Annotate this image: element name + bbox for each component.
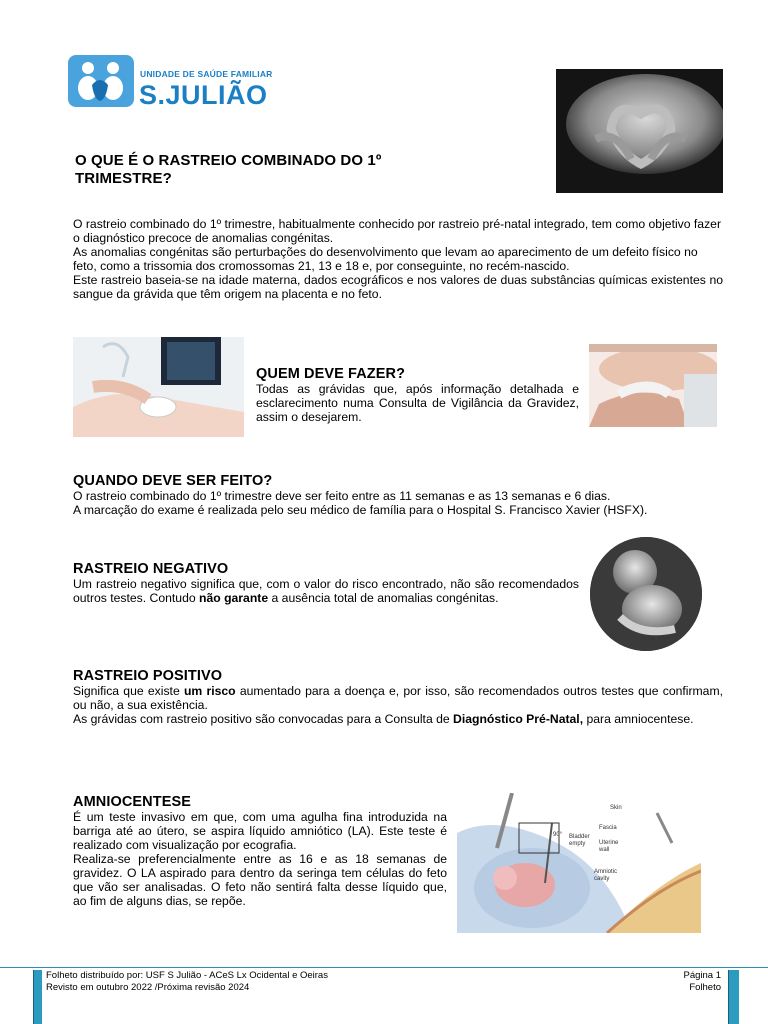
family-logo-icon (68, 55, 134, 107)
when-paragraph: O rastreio combinado do 1º trimestre deve ser feito entre as 11 semanas e as 13 semanas e 6 dias. (73, 489, 611, 503)
negative-heading: RASTREIO NEGATIVO (73, 561, 229, 577)
when-text (73, 489, 723, 517)
ultrasound-photo (73, 337, 244, 437)
amnio-heading: AMNIOCENTESE (73, 794, 192, 810)
label-uterine-2: wall (599, 847, 610, 853)
belly-exam-photo (589, 344, 717, 427)
footer-divider (0, 967, 768, 968)
page-title: O QUE É O RASTREIO COMBINADO DO 1º TRIMESTRE? (75, 152, 382, 187)
when-heading: QUANDO DEVE SER FEITO? (73, 473, 273, 489)
amniocentesis-diagram (457, 793, 701, 933)
label-angle: 90° (553, 832, 563, 838)
emphasis: não garante (199, 591, 269, 605)
positive-heading: RASTREIO POSITIVO (73, 668, 223, 684)
footer-right-bar (728, 970, 739, 1024)
amnio-text (73, 810, 447, 908)
intro-text (73, 217, 723, 301)
document-type: Folheto (689, 982, 721, 993)
who-heading: QUEM DEVE FAZER? (256, 366, 406, 382)
emphasis: um risco (183, 684, 236, 698)
positive-text (73, 684, 723, 726)
logo-name: S.JULIÃO (139, 80, 268, 110)
intro-paragraph: As anomalias congénitas são perturbações do desenvolvimento que levam ao aparecimento de um defeito físico no feto, como a trissomia dos cromossomas 21, 13 e 18 e, por conseguinte, no recém-nascido. (73, 245, 698, 273)
label-uterine-1: Uterine (599, 840, 619, 846)
fetus-photo (590, 537, 702, 651)
emphasis: Diagnóstico Pré-Natal, (453, 712, 584, 726)
label-skin: Skin (610, 805, 622, 811)
intro-paragraph: Este rastreio baseia-se na idade materna, dados ecográficos e nos valores de duas substâncias químicas existentes no sangue da grávida que têm origem na placenta e no feto. (73, 273, 723, 301)
intro-paragraph: O rastreio combinado do 1º trimestre, habitualmente conhecido por rastreio pré-natal integrado, tem como objetivo fazer o diagnóstico precoce de anomalias congénitas. (73, 217, 722, 245)
footer-left-text: Folheto distribuído por: USF S Julião - ACeS Lx Ocidental e Oeiras Revisto em outubro 2022 /Próxima revisão 2024 (46, 970, 328, 993)
positive-paragraph: Significa que existe um risco aumentado para a doença e, por isso, são recomendados outros testes que confirmam, ou não, a sua existência. (73, 684, 723, 712)
label-amniotic-2: cavity (594, 876, 610, 882)
positive-paragraph: As grávidas com rastreio positivo são convocadas para a Consulta de Diagnóstico Pré-Natal, para amniocentese. (73, 712, 694, 726)
label-bladder-1: Bladder (569, 834, 590, 840)
label-bladder-2: empty (569, 841, 586, 847)
label-fascia: Fascia (599, 825, 617, 831)
label-amniotic-1: Amniotic (594, 869, 618, 875)
amnio-paragraph: Realiza-se preferencialmente entre as 16 e as 18 semanas de gravidez. O LA aspirado para dentro da seringa tem células do feto que vão ser analisadas. O feto não sentirá falta desse líquido que, ao fim de alguns dias, se repõe. (73, 852, 447, 908)
logo-subtitle: UNIDADE DE SAÚDE FAMILIAR (140, 69, 273, 79)
negative-text: Um rastreio negativo significa que, com o valor do risco encontrado, não são recomendados outros testes. Contudo não garante a ausência total de anomalias congénitas. (73, 577, 579, 605)
amnio-paragraph: É um teste invasivo em que, com uma agulha fina introduzida na barriga até ao útero, se aspira líquido amniótico (LA). Este teste é realizado com visualização por ecografia. (73, 810, 447, 852)
page-number: Página 1 (683, 970, 721, 981)
who-text: Todas as grávidas que, após informação detalhada e esclarecimento numa Consulta de Vigilância da Gravidez, assim o desejarem. (256, 382, 579, 424)
when-paragraph: A marcação do exame é realizada pelo seu médico de família para o Hospital S. Francisco Xavier (HSFX). (73, 503, 648, 517)
footer-left-bar (33, 970, 42, 1024)
footer-right-text (620, 970, 721, 994)
pregnant-belly-photo (556, 69, 723, 193)
logo-mark (68, 55, 134, 107)
